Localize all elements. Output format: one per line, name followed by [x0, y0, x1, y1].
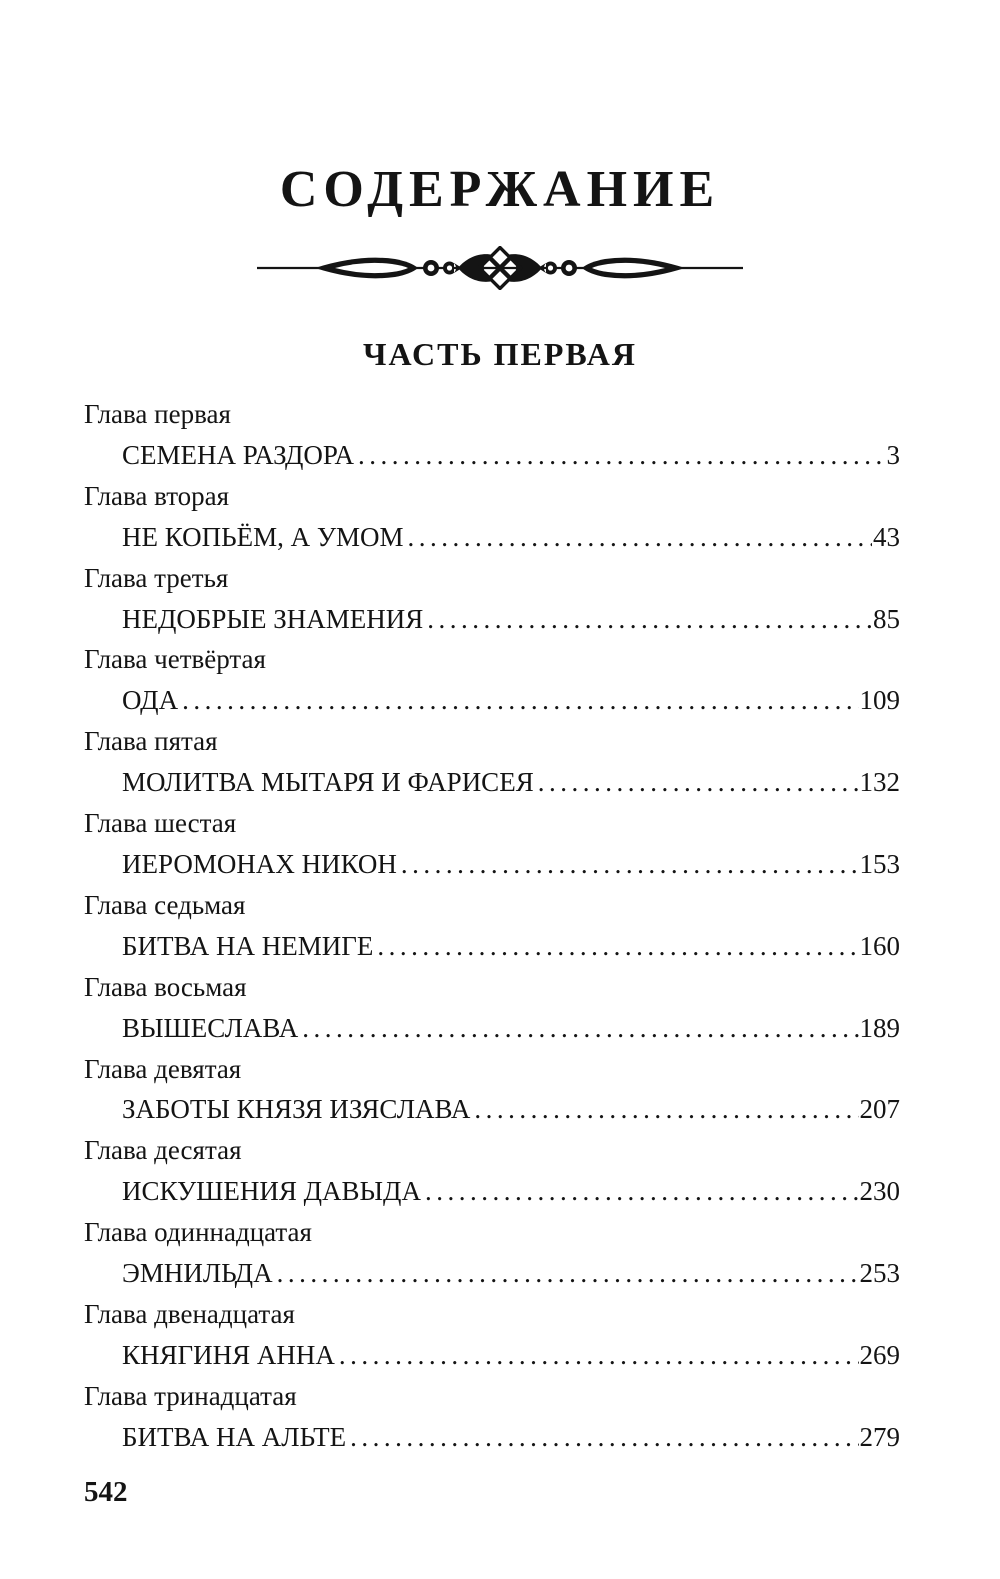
dot-leader [401, 844, 859, 885]
chapter-label: Глава четвёртая [84, 644, 266, 675]
chapter-title: БИТВА НА НЕМИГЕ [122, 930, 374, 961]
toc-entry [84, 1049, 900, 1131]
toc-entry [84, 1294, 900, 1376]
chapter-title: ИЕРОМОНАХ НИКОН [122, 848, 397, 879]
chapter-label: Глава первая [84, 399, 231, 429]
chapter-title: ЗАБОТЫ КНЯЗЯ ИЗЯСЛАВА [122, 1094, 471, 1125]
chapter-page-number: 189 [859, 1012, 900, 1043]
toc-line [84, 844, 900, 885]
chapter-label: Глава пятая [84, 726, 218, 757]
chapter-label: Глава девятая [84, 1053, 242, 1084]
dot-leader [339, 1335, 859, 1376]
chapter-title: КНЯГИНЯ АННА [122, 1339, 335, 1370]
toc-line [84, 517, 900, 558]
toc-line [84, 1008, 900, 1049]
chapter-title: СЕМЕНА РАЗДОРА [122, 439, 354, 470]
chapter-page-number: 153 [859, 848, 900, 879]
dot-leader [277, 1253, 859, 1294]
chapter-label: Глава третья [84, 562, 229, 593]
chapter-label: Глава восьмая [84, 971, 247, 1002]
chapter-label: Глава седьмая [84, 889, 246, 920]
part-heading: ЧАСТЬ ПЕРВАЯ [363, 336, 637, 372]
toc-entry [84, 803, 900, 885]
toc-line [84, 435, 900, 476]
toc-line [84, 1089, 900, 1130]
dot-leader [427, 599, 872, 640]
chapter-label: Глава двенадцатая [84, 1298, 295, 1329]
chapter-page-number: 230 [859, 1176, 900, 1207]
toc-entry [84, 885, 900, 967]
toc-line [84, 599, 900, 640]
toc-entry [84, 639, 900, 721]
toc-line [84, 1335, 900, 1376]
chapter-label: Глава тринадцатая [84, 1380, 297, 1411]
dot-leader [350, 1417, 858, 1458]
toc-entry [84, 394, 900, 476]
chapter-title: БИТВА НА АЛЬТЕ [122, 1421, 347, 1452]
dot-leader [407, 517, 872, 558]
toc-entry [84, 967, 900, 1049]
toc-entry [84, 476, 900, 558]
chapter-label: Глава одиннадцатая [84, 1217, 312, 1248]
chapter-page-number: 43 [873, 521, 900, 552]
toc-line [84, 1417, 900, 1458]
folio-page-number: 542 [84, 1476, 128, 1508]
chapter-label: Глава вторая [84, 480, 230, 511]
chapter-title: МОЛИТВА МЫТАРЯ И ФАРИСЕЯ [122, 767, 534, 798]
chapter-title: ОДА [122, 685, 179, 716]
chapter-page-number: 3 [886, 439, 900, 470]
toc-line [84, 680, 900, 721]
chapter-page-number: 269 [859, 1339, 900, 1370]
ornamental-divider [255, 246, 745, 290]
toc-entry [84, 1376, 900, 1458]
toc-entry [84, 1130, 900, 1212]
chapter-page-number: 253 [859, 1258, 900, 1289]
page-title: СОДЕРЖАНИЕ [279, 161, 721, 218]
chapter-page-number: 85 [873, 603, 900, 634]
toc-list [84, 394, 900, 1458]
toc-line [84, 1171, 900, 1212]
chapter-title: ВЫШЕСЛАВА [122, 1012, 299, 1043]
toc-line [84, 926, 900, 967]
chapter-title: ЭМНИЛЬДА [122, 1258, 273, 1289]
dot-leader [377, 926, 858, 967]
toc-entry [84, 721, 900, 803]
dot-leader [302, 1008, 858, 1049]
chapter-page-number: 109 [859, 685, 900, 716]
chapter-title: НЕ КОПЬЁМ, А УМОМ [122, 521, 404, 552]
dot-leader [474, 1089, 858, 1130]
chapter-label: Глава шестая [84, 808, 237, 839]
chapter-label: Глава десятая [84, 1135, 242, 1166]
chapter-title: ИСКУШЕНИЯ ДАВЫДА [122, 1176, 421, 1207]
dot-leader [358, 435, 886, 476]
chapter-page-number: 132 [859, 767, 900, 798]
slavic-knot-divider-icon [255, 246, 745, 290]
chapter-page-number: 207 [859, 1094, 900, 1125]
dot-leader [538, 762, 859, 803]
chapter-page-number: 160 [859, 930, 900, 961]
chapter-page-number: 279 [859, 1421, 900, 1452]
dot-leader [182, 680, 858, 721]
toc-line [84, 762, 900, 803]
toc-entry [84, 1212, 900, 1294]
chapter-title: НЕДОБРЫЕ ЗНАМЕНИЯ [122, 603, 424, 634]
dot-leader [425, 1171, 859, 1212]
toc-entry [84, 558, 900, 640]
toc-line [84, 1253, 900, 1294]
